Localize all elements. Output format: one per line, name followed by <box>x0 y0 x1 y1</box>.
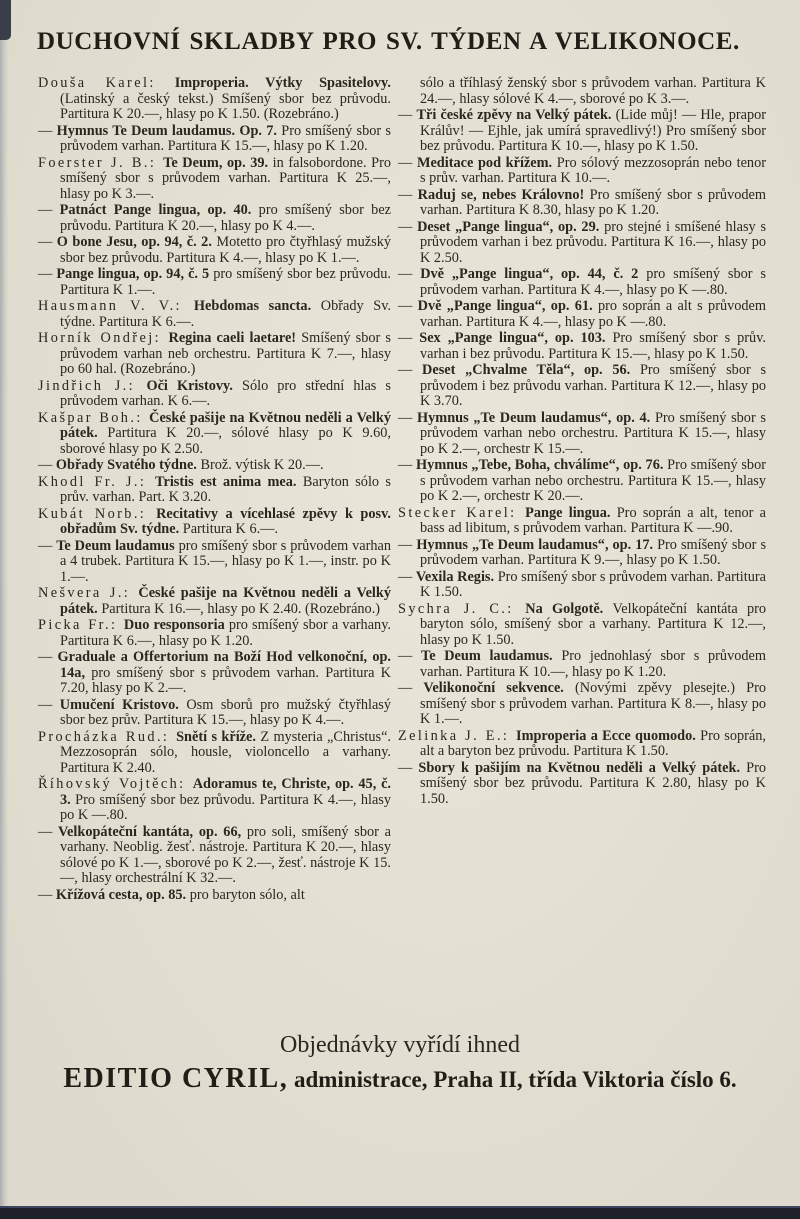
work-title: Duo responsoria <box>123 617 229 633</box>
work-title: Křížová cesta, op. 85. <box>55 886 190 903</box>
work-title: Regina caeli laetare! <box>168 330 302 346</box>
entry-text: pro smíšený sbor a varhany. Partitura K 6.—, hlasy po K 1.20. <box>60 617 391 649</box>
composer-name: Douša Karel: <box>38 75 175 91</box>
work-title: Raduj se, nebes Královno! <box>417 186 590 203</box>
composer-name: Kubát Norb.: <box>38 505 157 522</box>
dash-marker: — <box>398 568 416 585</box>
entry-text: pro smíšený sbor s průvodem varhan a 4 trubek. Partitura K 15.—, hlasy po K 1.—, instr. po K 1.—. <box>60 537 391 585</box>
entry-text: Obřady Sv. týdne. Partitura K 6.—. <box>60 298 391 330</box>
entry-text: Baryton sólo s prův. varhan. Part. K 3.20. <box>60 473 391 505</box>
entry-text: Partitura K 6.—. <box>182 521 279 537</box>
entry-text: pro smíšený sbor bez průvodu. Partitura K 20.—, hlasy po K 4.—. <box>60 202 392 234</box>
footer-note: Objednávky vyřídí ihned <box>280 1032 520 1058</box>
catalog-entry <box>38 698 391 729</box>
work-title: Te Deum laudamus. <box>420 648 562 664</box>
composer-name: Procházka Rud.: <box>38 728 177 745</box>
work-title: Vexila Regis. <box>415 568 498 585</box>
catalog-entry <box>398 681 766 728</box>
entry-text: Smíšený sbor s průvodem varhan neb orchestru. Partitura K 7.—, hlasy po 60 hal. (Rozebráno.) <box>60 330 391 377</box>
work-title: Pange lingua. <box>525 504 617 521</box>
catalog-entry <box>398 76 766 107</box>
dash-marker: — <box>38 122 57 139</box>
publisher-line <box>0 1063 800 1095</box>
composer-name: Foerster J. B.: <box>38 154 164 171</box>
work-title: Oči Kristovy. <box>146 377 242 394</box>
catalog-entry <box>398 363 766 410</box>
catalog-entry <box>398 761 766 808</box>
work-title: Graduale a Offertorium na Boží Hod velkonoční, op. 14a, <box>57 649 392 681</box>
entry-text: Sólo pro střední hlas s průvodem varhan. K 6.—. <box>60 377 391 409</box>
composer-name: Khodl Fr. J.: <box>38 473 155 490</box>
dash-marker: — <box>398 186 418 203</box>
dash-marker: — <box>38 202 60 218</box>
composer-name: Jindřich J.: <box>38 377 147 394</box>
entry-text: pro smíšený sbor bez průvodu. Partitura K 1.—. <box>60 266 391 298</box>
catalog-entry <box>398 506 766 537</box>
entry-text: Pro smíšený sbor s průvodem varhan nebo orchestru. Partitura K 15.—, hlasy po K 2.—, orchestr K 15.—. <box>420 409 766 457</box>
entry-text: pro baryton sólo, alt <box>189 886 305 903</box>
catalog-entry <box>398 570 766 601</box>
publisher-name: EDITIO CYRIL, <box>63 1063 289 1094</box>
catalog-entry <box>38 267 391 298</box>
work-title: Te Deum, op. 39. <box>163 154 273 171</box>
dash-marker: — <box>38 696 60 713</box>
entry-text: pro stejné i smíšené hlasy s průvodem varhan i bez průvodu. Partitura K 16.—, hlasy po K 2.50. <box>420 218 767 266</box>
entry-text: Pro soprán, alt a baryton bez průvodu. Partitura K 1.50. <box>420 727 766 759</box>
catalog-entry <box>398 108 766 155</box>
composer-name: Zelinka J. E.: <box>398 727 516 744</box>
entry-text: (Latinský a český tekst.) Smíšený sbor bez průvodu. Partitura K 20.—, hlasy po K 1.50. (Rozebráno.) <box>60 90 391 122</box>
entry-text: Motetto pro čtyřhlasý mužský sbor bez průvodu. Partitura K 4.—, hlasy po K 1.—. <box>60 234 392 266</box>
catalog-entry <box>38 825 391 887</box>
catalog-entry <box>398 331 766 362</box>
catalog-entry <box>38 650 391 697</box>
dash-marker: — <box>38 234 57 250</box>
work-title: Obřady Svatého týdne. <box>55 457 201 473</box>
catalog-entry <box>398 156 766 187</box>
work-title: Deset „Pange lingua“, op. 29. <box>417 218 605 235</box>
entry-text: sólo a tříhlasý ženský sbor s průvodem varhan. Partitura K 24.—, hlasy sólové K 4.—, sborové po K 3.—. <box>420 75 766 107</box>
work-title: Improperia. Výtky Spasitelovy. <box>174 75 391 91</box>
entry-text: Osm sborů pro mužský čtyřhlasý sbor bez prův. Partitura K 15.—, hlasy po K 4.—. <box>60 696 392 728</box>
entry-text: in falsobordone. Pro smíšený sbor s průvodem varhan. Partitura K 25.—, hlasy po K 3.—. <box>60 154 391 202</box>
catalog-entry <box>38 507 391 538</box>
catalog-entry <box>38 777 391 824</box>
entry-text: pro soli, smíšený sbor a varhany. Neoblig. žesť. nástroje. Partitura K 20.—, hlasy sólové po K 1.—, sborové po K 2.—, žesť. nástroje K 15.—, hlasy orchestrální K 32.—. <box>60 823 391 886</box>
work-title: Tři české zpěvy na Velký pátek. <box>416 107 616 123</box>
catalog-entry <box>398 729 766 760</box>
entry-text: Pro smíšený sbor s průvodem i bez průvodu varhan. Partitura K 12.—, hlasy po K 3.70. <box>420 362 767 409</box>
work-title: Dvě „Pange lingua“, op. 61. <box>417 298 599 314</box>
entry-text: pro smíšený sbor s průvodem varhan. Partitura K 4.—, hlasy po K —.80. <box>420 266 766 298</box>
catalog-entry <box>38 888 391 904</box>
dash-marker: — <box>398 409 418 426</box>
work-title: Tristis est anima mea. <box>155 473 303 490</box>
work-title: Hymnus „Te Deum laudamus“, op. 4. <box>417 409 655 426</box>
catalog-entry <box>398 299 766 330</box>
entry-text: Pro soprán a alt, tenor a bass ad libitum, s průvodem varhan. Partitura K —.90. <box>420 504 766 536</box>
catalog-entry <box>38 475 391 506</box>
work-title: O bone Jesu, op. 94, č. 2. <box>56 234 217 250</box>
dash-marker: — <box>38 266 57 282</box>
entry-text: Pro smíšený sbor bez průvodu. Partitura K 2.80, hlasy po K 1.50. <box>420 759 766 807</box>
catalog-column-left <box>38 76 391 904</box>
entry-text: pro soprán a alt s průvodem varhan. Partitura K 4.—, hlasy po K —.80. <box>420 298 767 330</box>
dash-marker: — <box>398 107 417 123</box>
dash-marker: — <box>398 536 417 553</box>
entry-text: (Novými zpěvy plesejte.) Pro smíšený sbor s průvodem varhan. Partitura K 8.—, hlasy po K 1.—. <box>420 680 766 727</box>
composer-name: Sychra J. C.: <box>398 600 526 617</box>
entry-text: Z mysteria „Christus“. Mezzosoprán sólo, housle, violoncello a varhany. Partitura K 2.40. <box>60 728 391 776</box>
dash-marker: — <box>398 298 418 314</box>
work-title: České pašije na Květnou neděli a Velký pátek. <box>60 585 391 617</box>
catalog-entry <box>38 379 391 410</box>
work-title: Meditace pod křížem. <box>416 154 557 171</box>
work-title: Sex „Pange lingua“, op. 103. <box>419 330 613 346</box>
dash-marker: — <box>38 886 56 903</box>
dash-marker: — <box>398 362 423 378</box>
composer-name: Stecker Karel: <box>398 504 526 521</box>
dash-marker: — <box>38 457 56 473</box>
entry-text: Pro smíšený sbor s průvodem varhan. Partitura K 9.—, hlasy po K 1.50. <box>420 536 767 568</box>
entry-text: Partitura K 20.—, sólové hlasy po K 9.60, sborové hlasy po K 2.50. <box>60 425 391 457</box>
catalog-column-right <box>398 76 766 808</box>
catalog-entry <box>38 730 391 777</box>
work-title: Velkopáteční kantáta, op. 66, <box>58 823 247 840</box>
entry-text: Velkopáteční kantáta pro baryton sólo, smíšený sbor a varhany. Partitura K 12.—, hlasy po K 1.50. <box>420 600 766 648</box>
page-title: DUCHOVNÍ SKLADBY PRO SV. TÝDEN A VELIKONOCE. <box>37 28 740 55</box>
dash-marker: — <box>398 457 417 473</box>
composer-name: Hausmann V. V.: <box>38 298 194 314</box>
composer-name: Picka Fr.: <box>38 617 124 633</box>
scan-edge-bottom <box>0 1206 800 1219</box>
catalog-entry <box>38 586 391 617</box>
catalog-entry <box>398 602 766 649</box>
work-title: Hymnus „Tebe, Boha, chválíme“, op. 76. <box>416 457 668 473</box>
entry-text: Pro jednohlasý sbor s průvodem varhan. Partitura K 10.—, hlasy po K 1.20. <box>420 648 766 680</box>
work-title: Hebdomas sancta. <box>193 298 321 314</box>
catalog-entry <box>38 539 391 586</box>
catalog-entry <box>38 299 391 330</box>
catalog-entry <box>398 458 766 505</box>
dash-marker: — <box>398 266 421 282</box>
composer-name: Nešvera J.: <box>38 585 139 601</box>
catalog-entry <box>38 458 391 474</box>
work-title: Te Deum laudamus <box>56 537 179 554</box>
dash-marker: — <box>398 759 419 776</box>
catalog-entry <box>38 76 391 123</box>
dash-marker: — <box>398 330 420 346</box>
work-title: Improperia a Ecce quomodo. <box>516 727 701 744</box>
catalog-entry <box>398 649 766 680</box>
work-title: Velikonoční sekvence. <box>423 680 576 696</box>
work-title: Deset „Chvalme Těla“, op. 56. <box>422 362 640 378</box>
dash-marker: — <box>398 648 421 664</box>
catalog-entry <box>398 188 766 219</box>
entry-text: Brož. výtisk K 20.—. <box>200 457 324 473</box>
work-title: České pašije na Květnou neděli a Velký pátek. <box>60 409 391 441</box>
entry-text: Partitura K 16.—, hlasy po K 2.40. (Rozebráno.) <box>101 600 381 617</box>
entry-text: Pro smíšený sbor s průvodem varhan. Partitura K 15.—, hlasy po K 1.20. <box>60 122 391 154</box>
dash-marker: — <box>38 649 58 665</box>
work-title: Hymnus „Te Deum laudamus“, op. 17. <box>416 536 658 553</box>
work-title: Patnáct Pange lingua, op. 40. <box>59 202 259 218</box>
entry-text: (Lide můj! — Hle, prapor Králův! — Ejhle, jak umírá spravedlivý!) Pro smíšený sbor bez průvodu. Partitura K 10.—, hlasy po K 1.50. <box>420 107 767 154</box>
dash-marker: — <box>398 218 418 235</box>
catalog-entry <box>398 411 766 458</box>
catalog-entry <box>38 124 391 155</box>
composer-name: Horník Ondřej: <box>38 330 169 346</box>
scan-artifact-top-left <box>0 0 11 40</box>
entry-text: Pro smíšený sbor s průvodem varhan. Partitura K 1.50. <box>420 568 766 600</box>
catalog-entry <box>38 411 391 458</box>
work-title: Hymnus Te Deum laudamus. Op. 7. <box>56 122 282 139</box>
dash-marker: — <box>398 680 424 696</box>
work-title: Adoramus te, Christe, op. 45, č. 3. <box>60 776 391 808</box>
work-title: Sbory k pašijím na Květnou neděli a Velký pátek. <box>418 759 747 776</box>
catalog-entry <box>38 331 391 378</box>
work-title: Recitativy a vícehlasé zpěvy k posv. obřadům Sv. týdne. <box>60 505 391 537</box>
entry-text: Pro smíšený sbor s průvodem varhan. Partitura K 8.30, hlasy po K 1.20. <box>420 186 766 218</box>
publisher-address: administrace, Praha II, třída Viktoria číslo 6. <box>288 1067 737 1092</box>
entry-text: Pro smíšený sbor bez průvodu. Partitura K 4.—, hlasy po K —.80. <box>60 791 391 823</box>
entry-text: Pro sólový mezzosoprán nebo tenor s prův. varhan. Partitura K 10.—. <box>420 154 766 186</box>
catalog-entry <box>38 235 391 266</box>
entry-text: pro smíšený sbor s průvodem varhan. Partitura K 7.20, hlasy po K 2.—. <box>60 664 392 696</box>
composer-name: Říhovský Vojtěch: <box>38 776 193 792</box>
catalog-entry <box>38 156 391 203</box>
catalog-entry <box>398 267 766 298</box>
dash-marker: — <box>398 154 417 171</box>
work-title: Umučení Kristovo. <box>59 696 187 713</box>
entry-text: Pro smíšený sbor s průvodem varhan nebo orchestru. Partitura K 15.—, hlasy po K 2.—, orchestr K 20.—. <box>420 457 766 504</box>
dash-marker: — <box>38 537 57 554</box>
work-title: Snětí s kříže. <box>176 728 261 745</box>
dash-marker: — <box>38 823 59 840</box>
work-title: Pange lingua, op. 94, č. 5 <box>56 266 214 282</box>
catalog-entry <box>398 220 766 267</box>
entry-text: Pro smíšený sbor s prův. varhan i bez průvodu. Partitura K 15.—, hlasy po K 1.50. <box>420 330 766 362</box>
catalog-entry <box>398 538 766 569</box>
catalog-entry <box>38 203 391 234</box>
work-title: Dvě „Pange lingua“, op. 44, č. 2 <box>420 266 647 282</box>
composer-name: Kašpar Boh.: <box>38 409 150 426</box>
work-title: Na Golgotě. <box>525 600 613 617</box>
catalog-entry <box>38 618 391 649</box>
